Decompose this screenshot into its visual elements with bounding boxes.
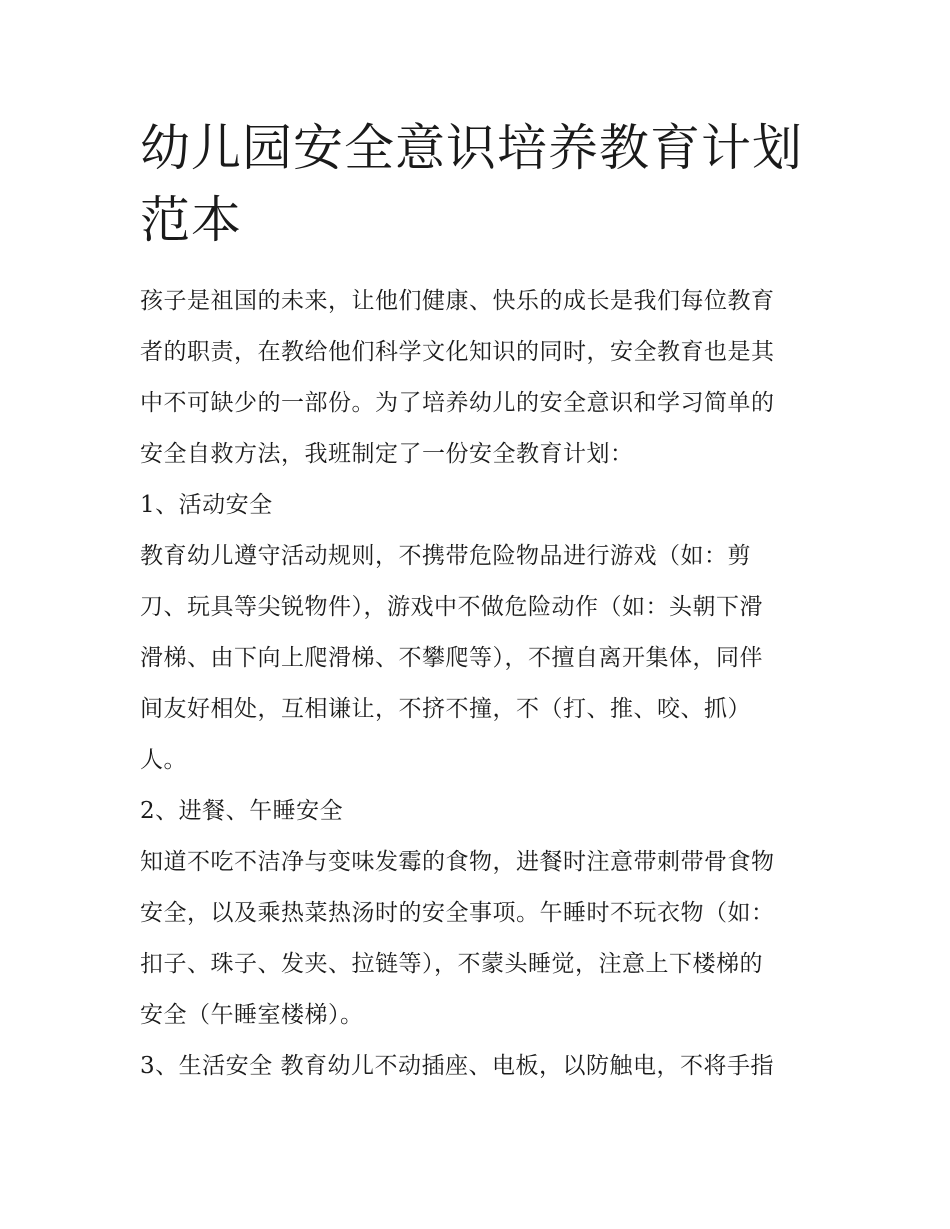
paragraph-line: 人。 (140, 747, 187, 773)
paragraph-line: 孩子是祖国的未来，让他们健康、快乐的成长是我们每位教育 (140, 288, 775, 314)
document-page (140, 112, 820, 1092)
section-heading: 2、进餐、午睡安全 (140, 798, 344, 824)
paragraph-line: 安全自救方法，我班制定了一份安全教育计划： (140, 441, 634, 467)
section-heading: 1、活动安全 (140, 492, 273, 518)
paragraph-line: 知道不吃不洁净与变味发霉的食物，进餐时注意带刺带骨食物 (140, 849, 775, 875)
paragraph-line: 间友好相处，互相谦让，不挤不撞，不（打、推、咬、抓） (140, 696, 751, 722)
paragraph-line: 安全（午睡室楼梯）。 (140, 1002, 364, 1028)
paragraph-line: 者的职责，在教给他们科学文化知识的同时，安全教育也是其 (140, 339, 775, 365)
paragraph-line: 滑梯、由下向上爬滑梯、不攀爬等），不擅自离开集体，同伴 (140, 645, 763, 671)
paragraph-line: 3、生活安全 教育幼儿不动插座、电板，以防触电，不将手指 (140, 1053, 774, 1079)
paragraph-line: 中不可缺少的一部份。为了培养幼儿的安全意识和学习简单的 (140, 390, 775, 416)
document-title (140, 112, 820, 256)
paragraph-line: 教育幼儿遵守活动规则，不携带危险物品进行游戏（如：剪 (140, 543, 751, 569)
paragraph-line: 刀、玩具等尖锐物件），游戏中不做危险动作（如：头朝下滑 (140, 594, 763, 620)
title-line: 幼儿园安全意识培养教育计划 (140, 119, 803, 177)
paragraph-line: 扣子、珠子、发夹、拉链等），不蒙头睡觉，注意上下楼梯的 (140, 951, 763, 977)
document-body (140, 276, 820, 1092)
title-line: 范本 (140, 191, 242, 249)
paragraph-line: 安全，以及乘热菜热汤时的安全事项。午睡时不玩衣物（如： (140, 900, 775, 926)
